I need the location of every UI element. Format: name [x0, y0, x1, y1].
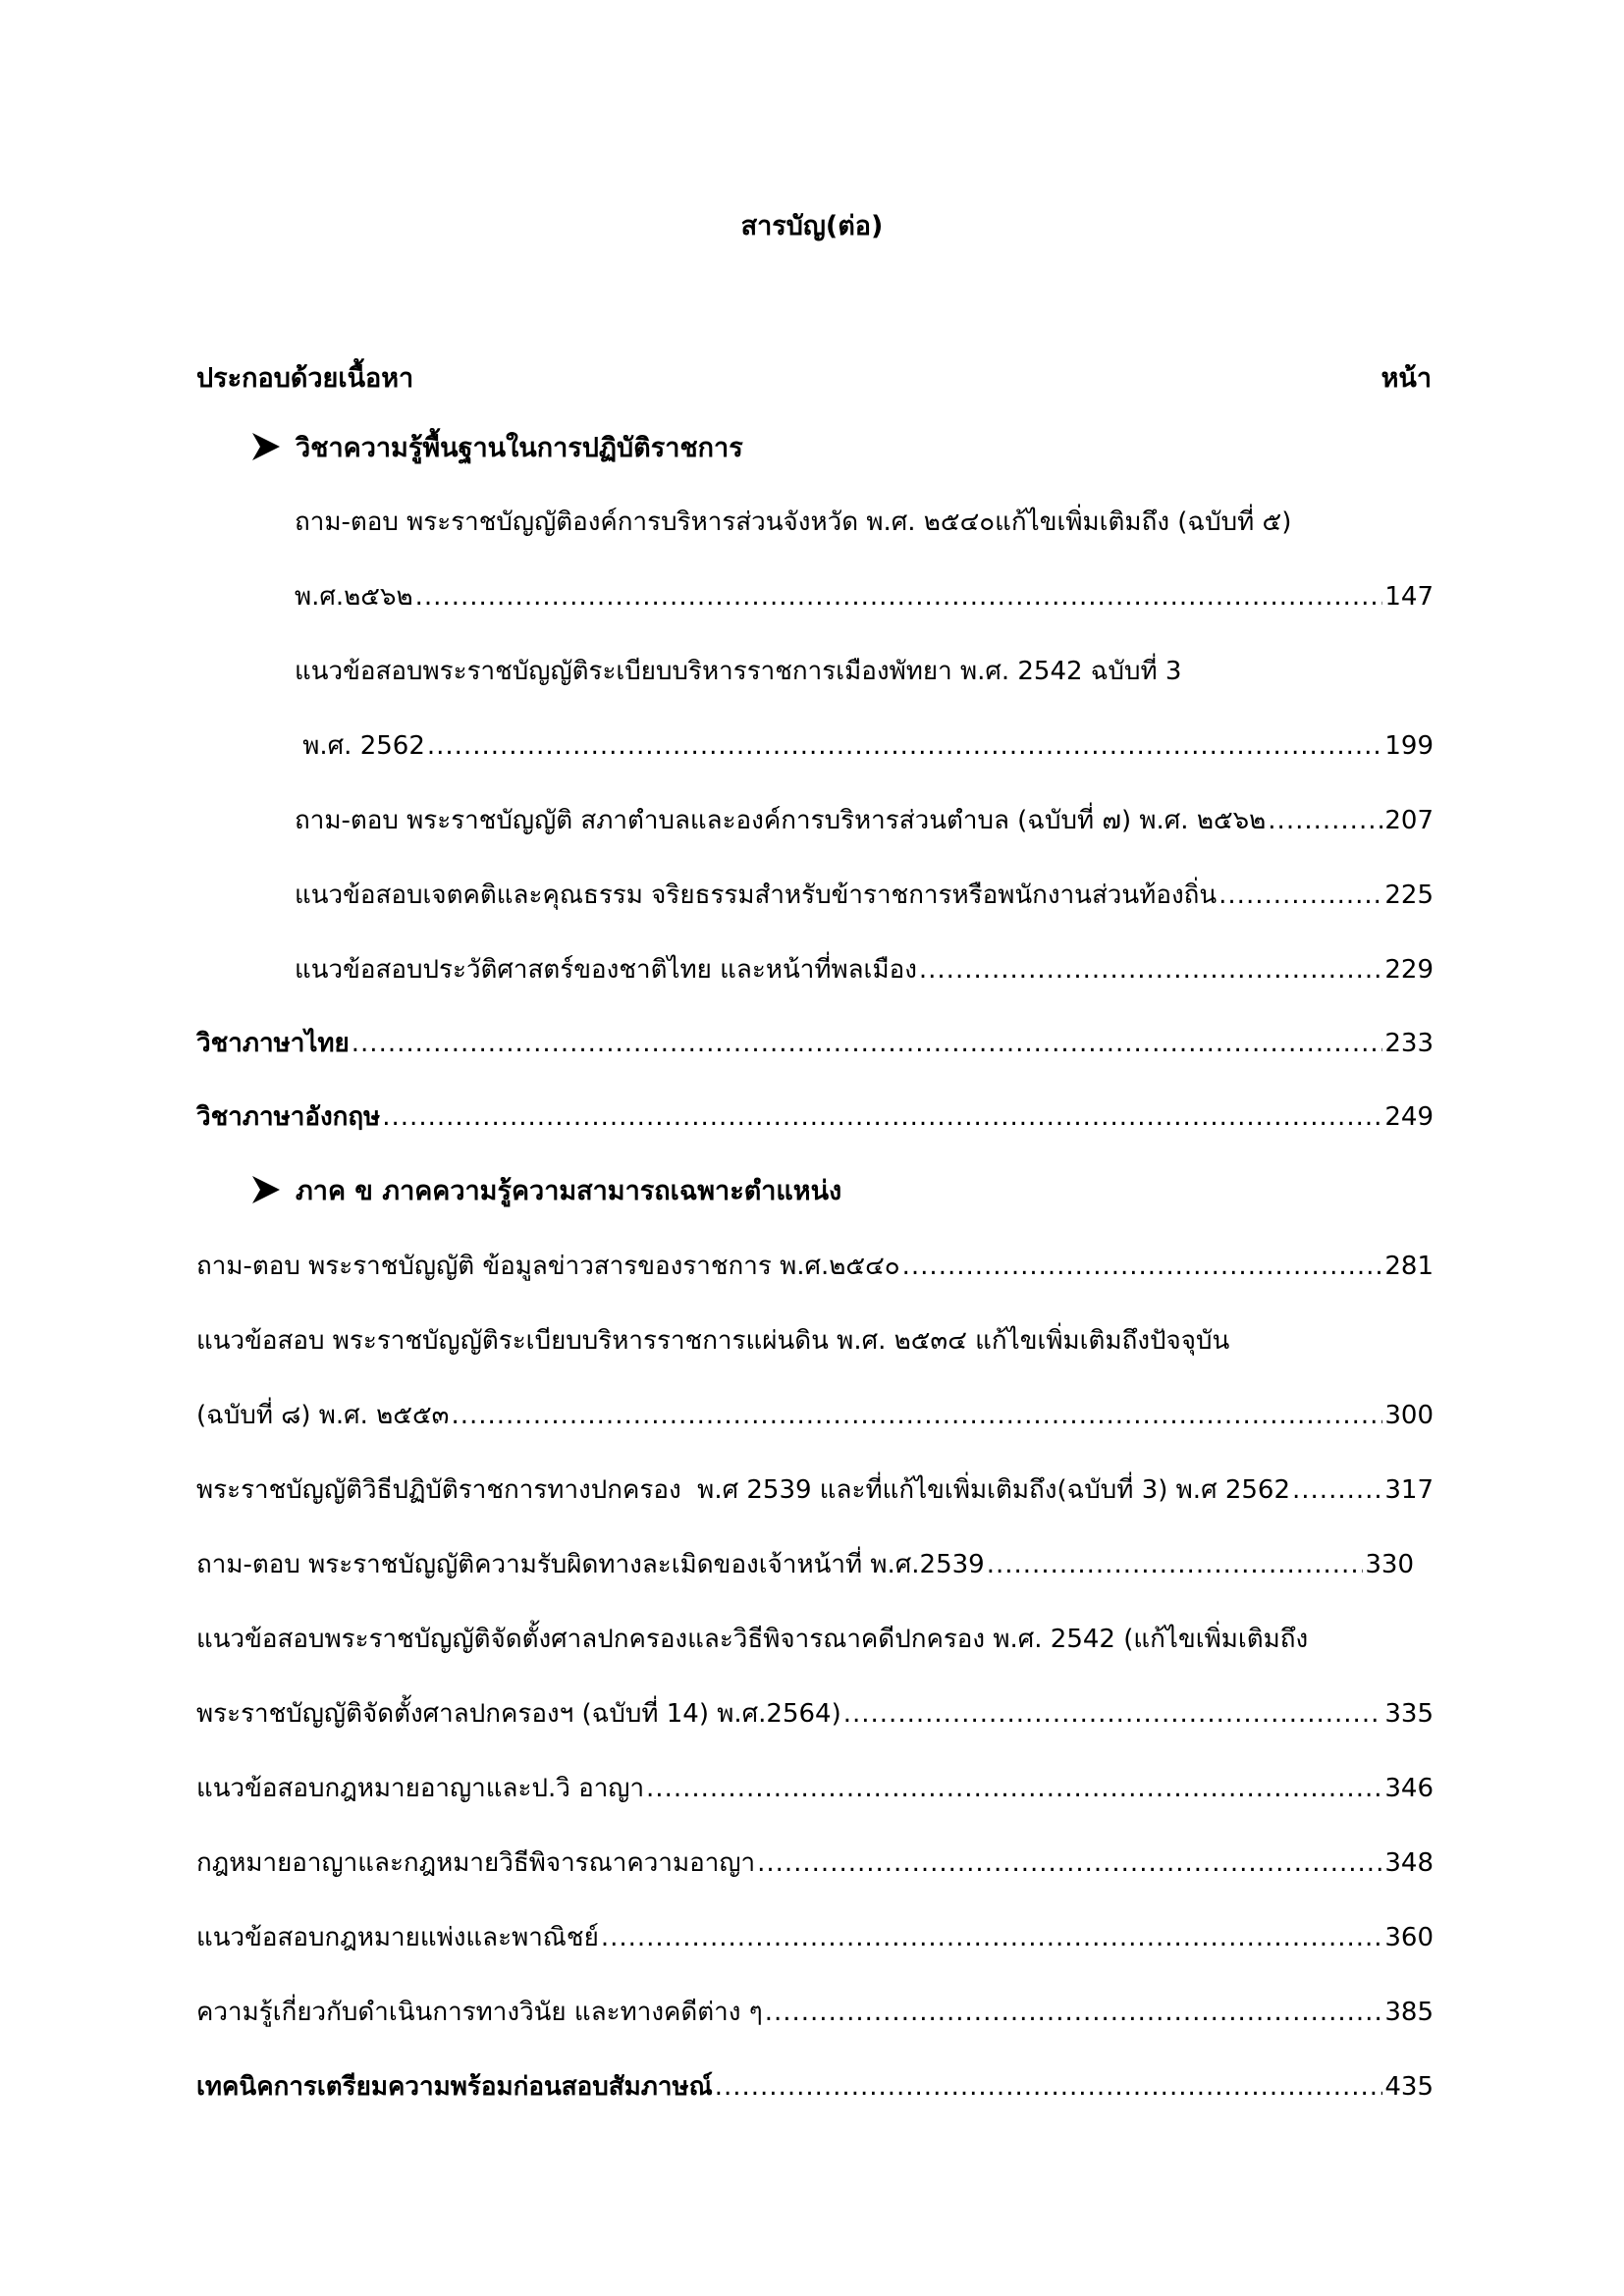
toc-entry: แนวข้อสอบพระราชบัญญัติจัดตั้งศาลปกครองและวิธีพิจารณาคดีปกครอง พ.ศ. 2542 (แก้ไขเพิ่มเติมถึง: [196, 1625, 1309, 1654]
toc-leader-dots: [902, 1247, 1383, 1286]
toc-entry-page: 229: [1384, 955, 1434, 985]
toc-entry: แนวข้อสอบพระราชบัญญัติระเบียบบริหารราชการเมืองพัทยา พ.ศ. 2542 ฉบับที่ 3: [295, 657, 1182, 686]
toc-leader-dots: [765, 1993, 1383, 2032]
toc-entry-page: 435: [1384, 2072, 1434, 2102]
section-heading-basic-knowledge: [250, 425, 743, 468]
toc-entry-english-subject[interactable]: [196, 1097, 1434, 1137]
page-title: สารบัญ(ต่อ): [740, 211, 884, 241]
arrow-bullet-icon: [250, 431, 282, 462]
toc-entry[interactable]: [196, 1918, 1434, 1957]
toc-entry-title: แนวข้อสอบเจตคติและคุณธรรม จริยธรรมสำหรับข้าราชการหรือพนักงานส่วนท้องถิ่น: [295, 881, 1218, 910]
toc-entry-title: วิชาภาษาอังกฤษ: [196, 1102, 381, 1132]
section-heading-label: วิชาความรู้พื้นฐานในการปฏิบัติราชการ: [296, 432, 743, 463]
toc-entry-title: แนวข้อสอบกฎหมายแพ่งและพาณิชย์: [196, 1923, 599, 1952]
toc-entry[interactable]: [295, 726, 1434, 766]
toc-entry[interactable]: [295, 876, 1434, 915]
toc-entry-title: ถาม-ตอบ พระราชบัญญัติ ข้อมูลข่าวสารของราชการ พ.ศ.๒๕๔๐: [196, 1252, 900, 1281]
toc-leader-dots: [352, 1024, 1383, 1063]
toc-entry-title: ถาม-ตอบ พระราชบัญญัติ สภาตำบลและองค์การบริหารส่วนตำบล (ฉบับที่ ๗) พ.ศ. ๒๕๖๒: [295, 806, 1267, 835]
toc-entry[interactable]: [196, 1993, 1434, 2032]
toc-leader-dots: [919, 950, 1382, 989]
toc-leader-dots: [757, 1843, 1382, 1883]
toc-entry[interactable]: [196, 1545, 1414, 1584]
toc-entry-page: 249: [1384, 1102, 1434, 1132]
section-heading-label: ภาค ข ภาคความรู้ความสามารถเฉพาะตำแหน่ง: [296, 1175, 842, 1206]
section-heading-position-specific: [250, 1168, 841, 1211]
toc-entry-title: ความรู้เกี่ยวกับดำเนินการทางวินัย และทางคดีต่าง ๆ: [196, 1998, 763, 2027]
toc-header-contents-label: ประกอบด้วยเนื้อหา: [196, 363, 414, 394]
toc-entry-title: พ.ศ.๒๕๖๒: [295, 582, 413, 612]
arrow-bullet-icon: [250, 1174, 282, 1205]
toc-entry-page: 300: [1384, 1401, 1434, 1430]
toc-entry[interactable]: [295, 577, 1434, 616]
toc-entry[interactable]: [196, 1769, 1434, 1808]
toc-entry-title: พระราชบัญญัติวิธีปฏิบัติราชการทางปกครอง พ.ศ 2539 และที่แก้ไขเพิ่มเติมถึง(ฉบับที่ 3) พ.ศ 2562: [196, 1475, 1291, 1505]
toc-entry-title: (ฉบับที่ ๘) พ.ศ. ๒๕๕๓: [196, 1401, 450, 1430]
toc-leader-dots: [601, 1918, 1383, 1957]
toc-leader-dots: [427, 726, 1382, 766]
toc-entry: แนวข้อสอบ พระราชบัญญัติระเบียบบริหารราชการแผ่นดิน พ.ศ. ๒๕๓๔ แก้ไขเพิ่มเติมถึงปัจจุบัน: [196, 1326, 1230, 1356]
toc-leader-dots: [451, 1396, 1382, 1435]
toc-entry-title: แนวข้อสอบกฎหมายอาญาและป.วิ อาญา: [196, 1774, 645, 1803]
toc-entry-title: ถาม-ตอบ พระราชบัญญัติความรับผิดทางละเมิดของเจ้าหน้าที่ พ.ศ.2539: [196, 1550, 985, 1579]
toc-leader-dots: [1292, 1470, 1382, 1510]
toc-entry-page: 330: [1365, 1550, 1414, 1579]
toc-entry-thai-subject[interactable]: [196, 1024, 1434, 1063]
toc-leader-dots: [646, 1769, 1382, 1808]
toc-entry-page: 346: [1384, 1774, 1434, 1803]
toc-entry-title: พ.ศ. 2562: [295, 731, 425, 761]
toc-entry-title: แนวข้อสอบประวัติศาสตร์ของชาติไทย และหน้าที่พลเมือง: [295, 955, 917, 985]
toc-entry-page: 225: [1384, 881, 1434, 910]
toc-entry[interactable]: [196, 1247, 1434, 1286]
toc-entry-page: 348: [1384, 1848, 1434, 1878]
toc-entry-page: 335: [1384, 1699, 1434, 1729]
toc-entry-page: 207: [1384, 806, 1434, 835]
toc-entry[interactable]: [295, 950, 1434, 989]
toc-entry[interactable]: [196, 1843, 1434, 1883]
toc-entry-page: 317: [1384, 1475, 1434, 1505]
toc-entry-page: 147: [1384, 582, 1434, 612]
toc-leader-dots: [415, 577, 1383, 616]
toc-entry[interactable]: [196, 1396, 1434, 1435]
toc-leader-dots: [382, 1097, 1382, 1137]
toc-leader-dots: [1218, 876, 1382, 915]
toc-leader-dots: [843, 1694, 1383, 1734]
toc-entry-page: 360: [1384, 1923, 1434, 1952]
toc-entry-interview-techniques[interactable]: [196, 2067, 1434, 2107]
toc-leader-dots: [1268, 801, 1382, 840]
toc-leader-dots: [715, 2067, 1383, 2107]
toc-entry-title: พระราชบัญญัติจัดตั้งศาลปกครองฯ (ฉบับที่ 14) พ.ศ.2564): [196, 1699, 841, 1729]
toc-entry[interactable]: [196, 1694, 1434, 1734]
toc-entry-title: วิชาภาษาไทย: [196, 1029, 350, 1058]
toc-entry-title: เทคนิคการเตรียมความพร้อมก่อนสอบสัมภาษณ์: [196, 2072, 713, 2102]
toc-entry-page: 281: [1384, 1252, 1434, 1281]
toc-header-page-label: หน้า: [1380, 363, 1432, 394]
toc-entry-title: กฎหมายอาญาและกฎหมายวิธีพิจารณาความอาญา: [196, 1848, 756, 1878]
toc-entry-page: 199: [1384, 731, 1434, 761]
toc-entry[interactable]: [295, 801, 1434, 840]
toc-entry[interactable]: [196, 1470, 1434, 1510]
toc-leader-dots: [987, 1545, 1364, 1584]
toc-entry-page: 233: [1384, 1029, 1434, 1058]
toc-entry-page: 385: [1384, 1998, 1434, 2027]
toc-entry: ถาม-ตอบ พระราชบัญญัติองค์การบริหารส่วนจังหวัด พ.ศ. ๒๕๔๐แก้ไขเพิ่มเติมถึง (ฉบับที่ ๕): [295, 507, 1292, 537]
toc-header: [196, 356, 1432, 399]
